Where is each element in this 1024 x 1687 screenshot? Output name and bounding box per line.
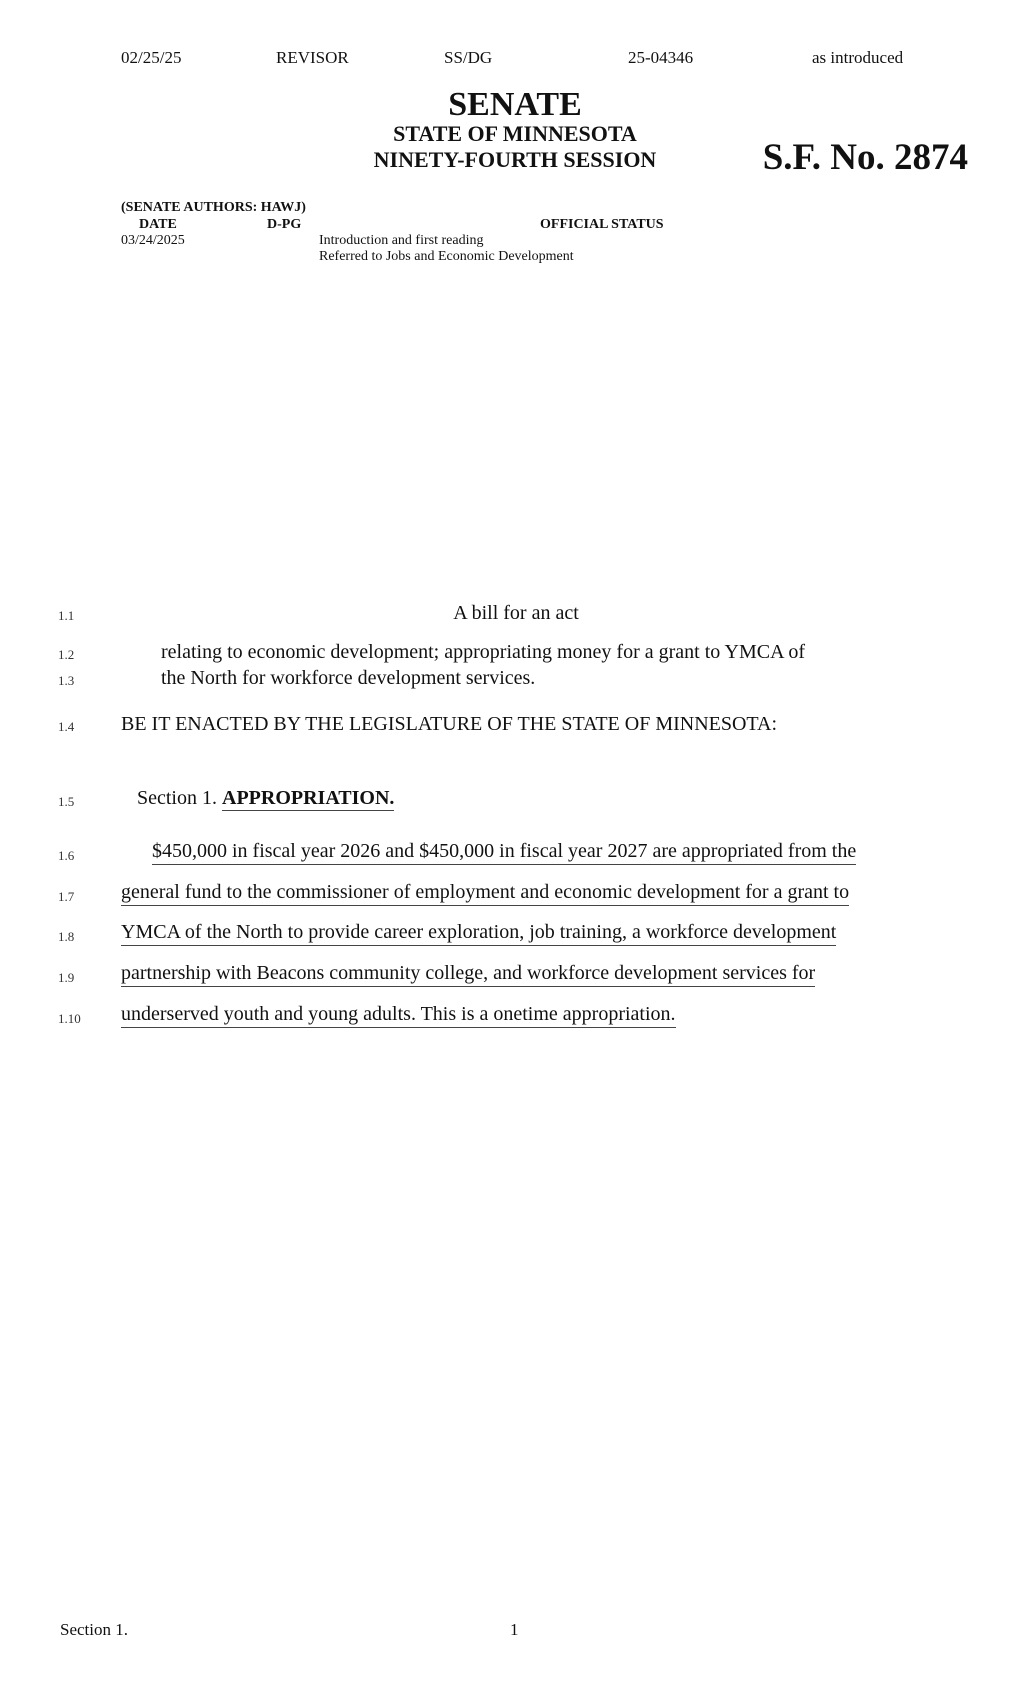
header-revisor: REVISOR <box>276 48 349 67</box>
bill-description-line: the North for workforce development services. <box>161 667 536 689</box>
status-col-dpg: D-PG <box>267 217 302 232</box>
section-title: APPROPRIATION. <box>222 787 395 809</box>
section-text-line: underserved youth and young adults. This is a onetime appropriation. <box>121 1003 676 1028</box>
line-number: 1.3 <box>58 673 75 688</box>
state-title: STATE OF MINNESOTA <box>393 121 637 146</box>
header-initials: SS/DG <box>444 48 493 67</box>
enacting-clause: BE IT ENACTED BY THE LEGISLATURE OF THE STATE OF MINNESOTA: <box>121 713 778 735</box>
line-number: 1.10 <box>58 1011 81 1026</box>
line-number: 1.6 <box>58 848 75 863</box>
line-number: 1.7 <box>58 889 75 904</box>
line-number: 1.8 <box>58 929 75 944</box>
line-number: 1.4 <box>58 719 75 734</box>
bill-description-line: relating to economic development; appropriating money for a grant to YMCA of <box>161 641 806 663</box>
status-entry-date: 03/24/2025 <box>121 233 185 248</box>
footer-section: Section 1. <box>60 1620 128 1639</box>
bill-number: S.F. No. 2874 <box>762 137 968 178</box>
status-col-official: OFFICIAL STATUS <box>540 217 664 232</box>
status-col-date: DATE <box>139 217 177 232</box>
header-status: as introduced <box>812 48 904 67</box>
header-doc-number: 25-04346 <box>628 48 694 67</box>
section-text-line: YMCA of the North to provide career exploration, job training, a workforce development <box>121 921 836 946</box>
page-number: 1 <box>510 1620 519 1639</box>
line-number: 1.5 <box>58 794 75 809</box>
status-action-1: Introduction and first reading <box>319 233 484 248</box>
section-text-line: general fund to the commissioner of employment and economic development for a grant to <box>121 881 849 906</box>
section-label: Section 1. <box>137 787 222 809</box>
line-number: 1.9 <box>58 970 75 985</box>
section-heading <box>137 787 394 810</box>
section-text-line: partnership with Beacons community college, and workforce development services for <box>121 962 815 987</box>
header-date: 02/25/25 <box>121 48 182 67</box>
section-text-line: $450,000 in fiscal year 2026 and $450,000 in fiscal year 2027 are appropriated from the <box>152 840 856 865</box>
bill-title: A bill for an act <box>453 602 579 624</box>
status-action-2: Referred to Jobs and Economic Development <box>319 249 574 264</box>
line-number: 1.1 <box>58 608 75 623</box>
session-title: NINETY-FOURTH SESSION <box>373 147 657 172</box>
chamber-title: SENATE <box>448 86 582 123</box>
authors-label: (SENATE AUTHORS: HAWJ) <box>121 200 306 215</box>
line-number: 1.2 <box>58 647 75 662</box>
